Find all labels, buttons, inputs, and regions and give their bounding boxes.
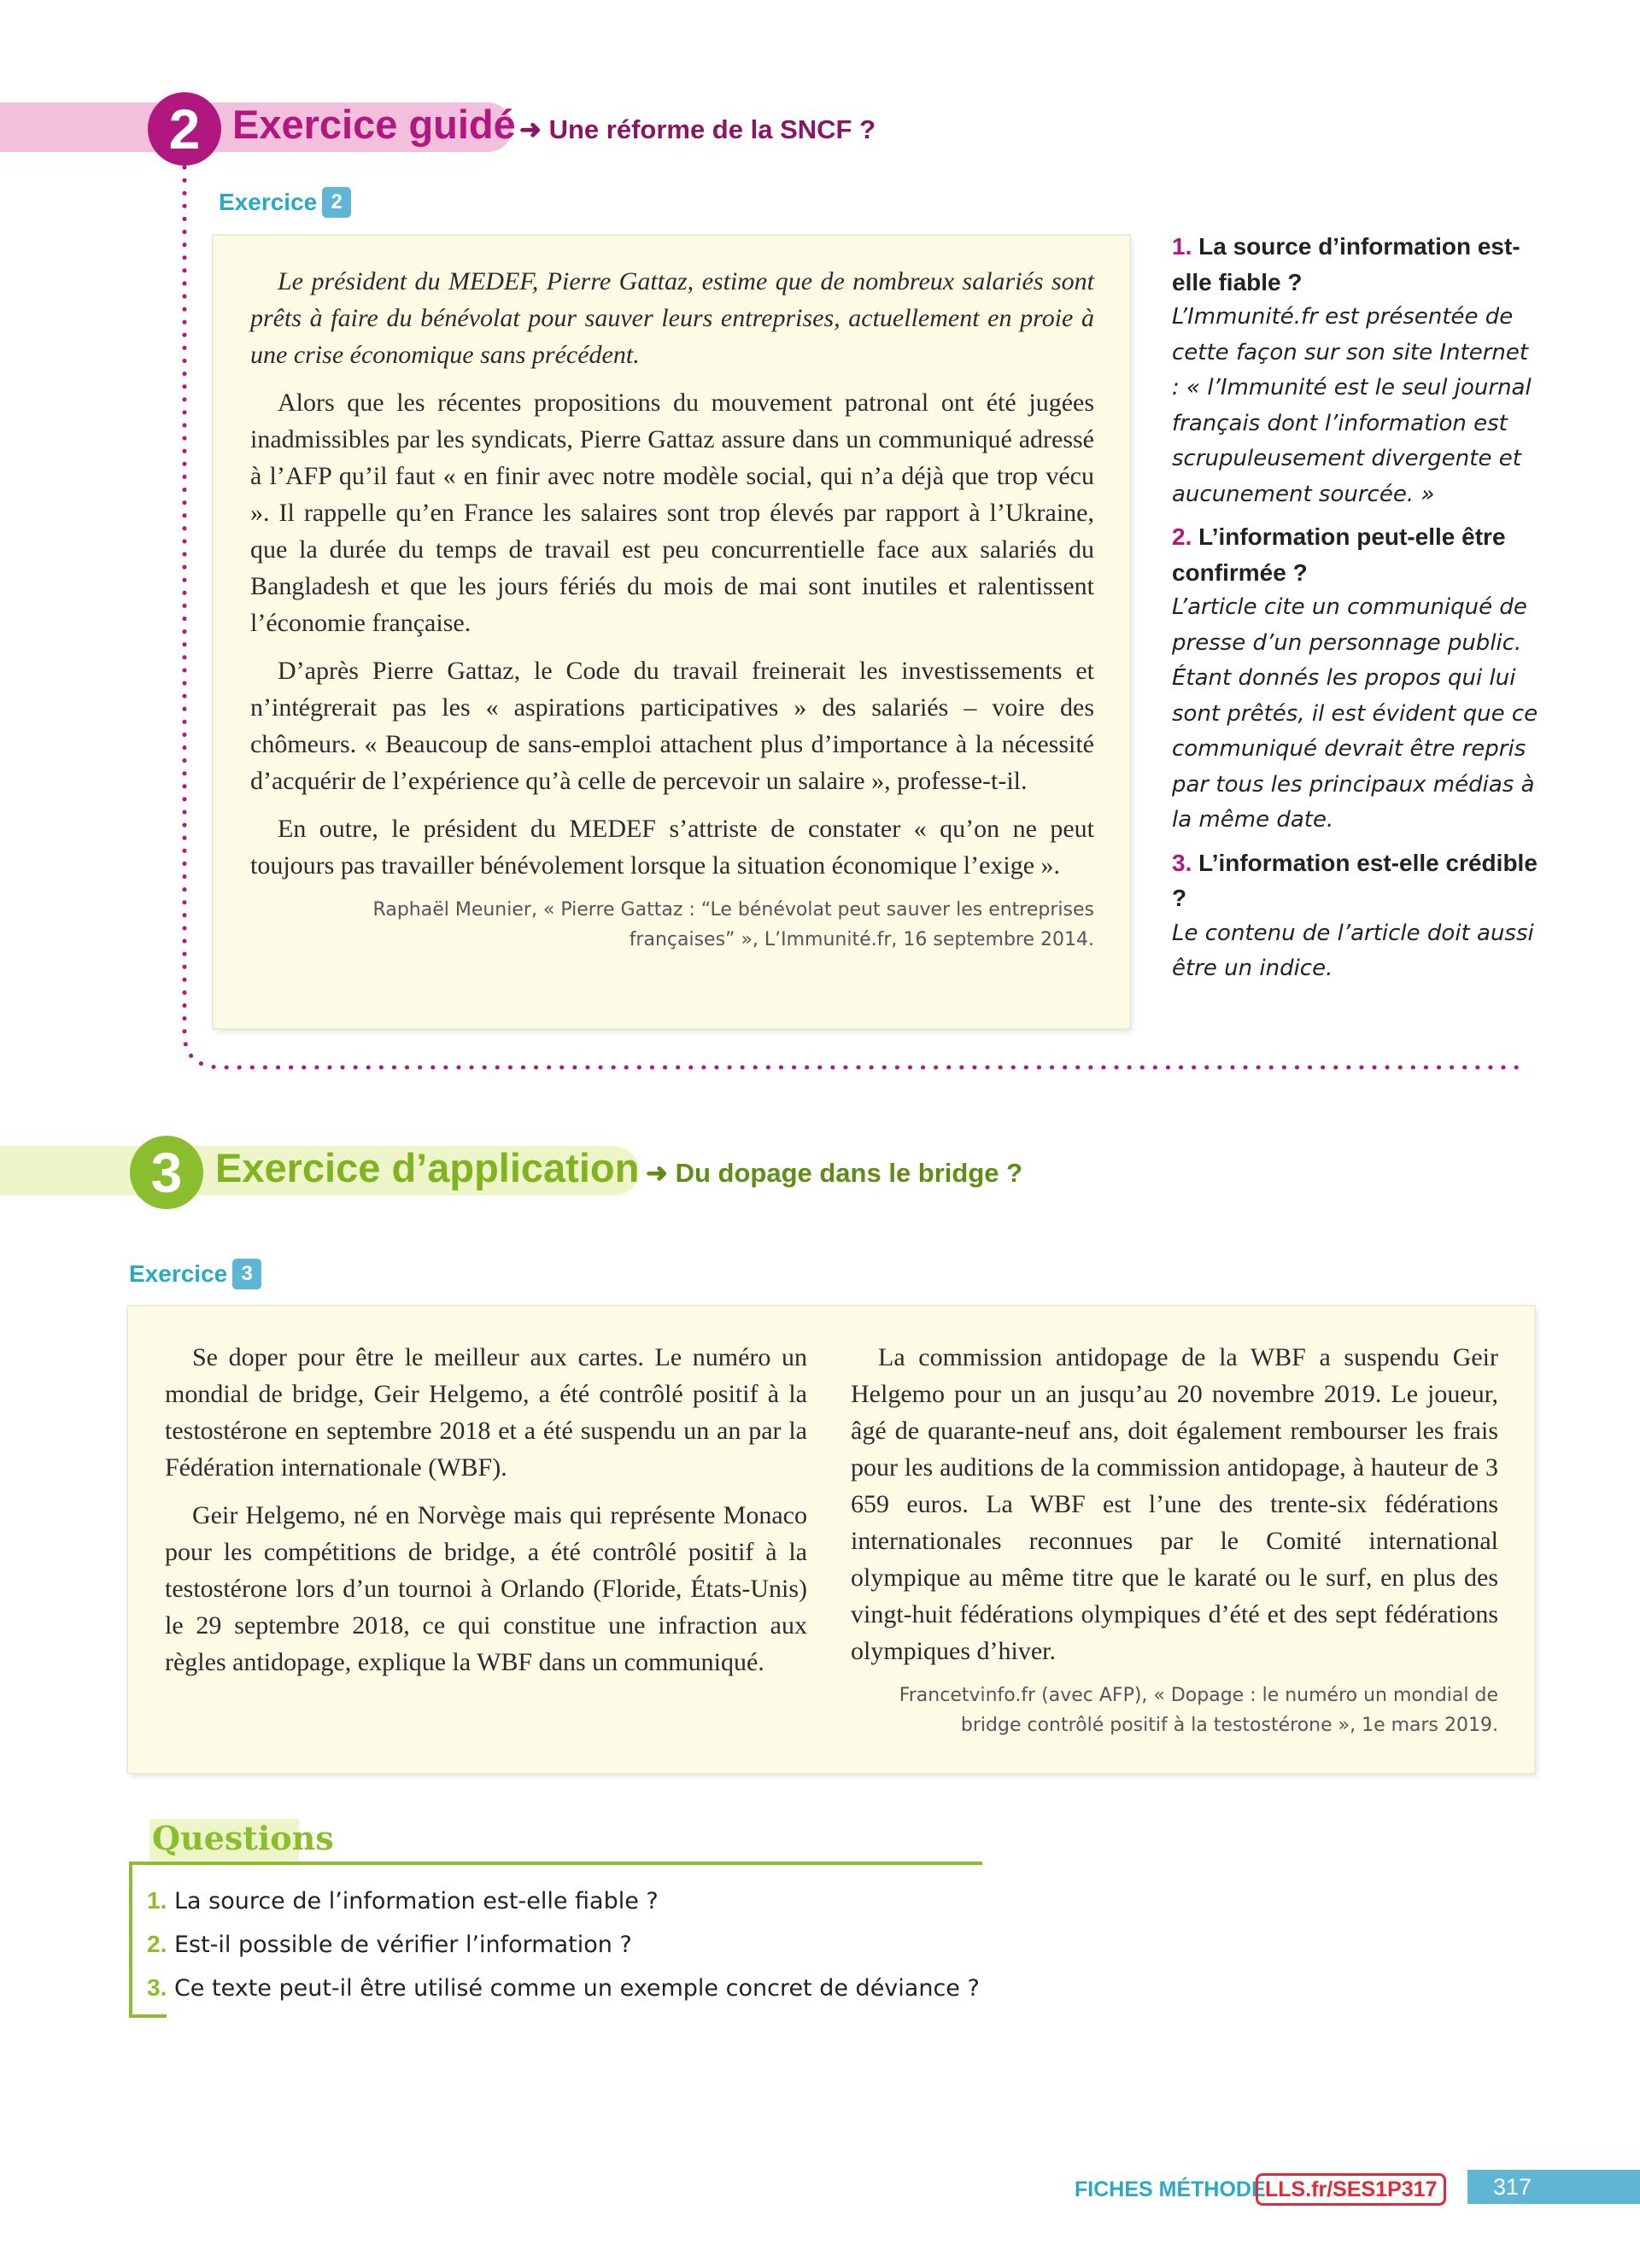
article-source — [851, 1681, 1498, 1740]
article-intro: Le président du MEDEF, Pierre Gattaz, estime que de nombreux salariés sont prêts à faire du bénévolat pour sauver leurs entreprises, actuellement en proie à une crise économique sans précédent. — [250, 267, 1094, 369]
section2-exercise-label — [219, 187, 351, 218]
question-text: Est-il possible de vérifier l’information ? — [173, 1932, 632, 1958]
section3-document-box — [128, 1306, 1534, 1773]
hint-answer: L’Immunité.fr est présentée de cette façon sur son site Internet : « l’Immunité est le seul journal français dont l’information est scrupuleusement divergente et aucunement sourcée. » — [1172, 304, 1532, 507]
section2-title: Exercice guidé — [232, 102, 516, 147]
source-line: Francetvinfo.fr (avec AFP), « Dopage : le numéro un mondial de — [899, 1685, 1498, 1706]
hint-question-text: L’information peut-elle être confirmée ? — [1172, 523, 1506, 586]
question-text: Ce texte peut-il être utilisé comme un exemple concret de déviance ? — [173, 1975, 980, 2002]
section3-exercise-label — [129, 1259, 261, 1289]
section3-subtitle: ➜ Du dopage dans le bridge ? — [646, 1158, 1023, 1188]
hint-question — [1172, 845, 1539, 916]
footer-section-label: FICHES MÉTHODE — [1075, 2177, 1266, 2201]
hint-question-text: L’information est-elle crédible ? — [1172, 849, 1538, 911]
section3-number-badge: 3 — [130, 1136, 203, 1209]
page-number: 317 — [1467, 2170, 1640, 2204]
article-source — [250, 895, 1094, 955]
hint-answer: L’article cite un communiqué de presse d’un personnage public. Étant donnés les propos qui lui sont prêtés, il est évident que ce communiqué devrait être repris par tous les principaux médias à la même date. — [1172, 594, 1538, 833]
question-number: 1. — [147, 1887, 167, 1914]
section2-subtitle: ➜ Une réforme de la SNCF ? — [519, 114, 876, 144]
source-line: Raphaël Meunier, « Pierre Gattaz : “Le bénévolat peut sauver les entreprises — [372, 899, 1094, 921]
hint-answer: Le contenu de l’article doit aussi être un indice. — [1172, 920, 1534, 981]
section3-right-column — [851, 1339, 1498, 1740]
section2-article — [250, 263, 1094, 955]
hint-question — [1172, 519, 1539, 590]
section2-number-badge: 2 — [148, 92, 221, 166]
question-number: 3. — [147, 1974, 167, 2001]
exercise-label-text: Exercice — [219, 189, 318, 215]
article-paragraph: Geir Helgemo, né en Norvège mais qui représente Monaco pour les compétitions de bridge, a été contrôlé positif à la testostérone lors d’un tournoi à Orlando (Floride, États-Unis) le 29 septembre 2018, ce qui constitue une infraction aux règles antidopage, explique la WBF dans un communiqué. — [165, 1501, 807, 1676]
exercise-number-badge: 3 — [232, 1259, 261, 1289]
section2-document-box — [214, 236, 1129, 1028]
article-paragraph: Alors que les récentes propositions du mouvement patronal ont été jugées inadmissibles par les syndicats, Pierre Gattaz assure dans un communiqué adressé à l’AFP qu’il faut « en finir avec notre modèle social, qui n’a déjà que trop vécu ». Il rappelle qu’en France les salaires sont trop élevés par rapport à l’Ukraine, que la durée du temps de travail est peu concurrentielle face aux salariés du Bangladesh et que les jours fériés du mois de mai sont inutiles et ralentissent l’économie française. — [250, 389, 1094, 637]
article-paragraph: En outre, le président du MEDEF s’attriste de constater « qu’on ne peut toujours pas travailler bénévolement lorsque la situation économique l’exige ». — [250, 815, 1094, 880]
source-line: bridge contrôlé positif à la testostérone », 1e mars 2019. — [960, 1715, 1498, 1736]
footer-link[interactable]: LLS.fr/SES1P317 — [1256, 2173, 1446, 2206]
section2-hints — [1172, 229, 1539, 994]
hint-number: 3. — [1172, 849, 1192, 876]
hint-question-text: La source d’information est-elle fiable ? — [1172, 233, 1520, 295]
question-item — [147, 1974, 980, 2002]
hint-question — [1172, 229, 1539, 300]
exercise-label-text: Exercice — [129, 1260, 228, 1287]
question-item — [147, 1931, 632, 1958]
source-line: françaises” », L’Immunité.fr, 16 septembre 2014. — [629, 929, 1094, 950]
article-paragraph: La commission antidopage de la WBF a suspendu Geir Helgemo pour un an jusqu’au 20 novembre 2019. Le joueur, âgé de quarante-neuf ans, doit également rembourser les frais pour les auditions de la commission antidopage, à hauteur de 3 659 euros. La WBF est l’une des trente-six fédérations internationales reconnues par le Comité international olympique au même titre que le karaté ou le surf, en plus des vingt-huit fédérations olympiques d’été et des sept fédérations olympiques d’hiver. — [851, 1343, 1498, 1665]
question-item — [147, 1887, 659, 1914]
hint-number: 1. — [1172, 233, 1192, 260]
exercise-number-badge: 2 — [322, 187, 351, 218]
section3-left-column — [165, 1339, 807, 1692]
section3-title: Exercice d’application — [215, 1145, 640, 1190]
question-number: 2. — [147, 1931, 167, 1957]
questions-title: Questions — [152, 1819, 334, 1857]
hint-number: 2. — [1172, 523, 1192, 550]
article-paragraph: D’après Pierre Gattaz, le Code du travail freinerait les investissements et n’intégrerait pas les « aspirations participatives » des salariés – voire des chômeurs. « Beaucoup de sans-emploi attachent plus d’importance à la nécessité d’acquérir de l’expérience qu’à celle de percevoir un salaire », professe-t-il. — [250, 657, 1094, 795]
question-text: La source de l’information est-elle fiable ? — [173, 1888, 659, 1914]
article-paragraph: Se doper pour être le meilleur aux cartes. Le numéro un mondial de bridge, Geir Helgemo, a été contrôlé positif à la testostérone en septembre 2018 et a été suspendu un an par la Fédération internationale (WBF). — [165, 1343, 807, 1482]
